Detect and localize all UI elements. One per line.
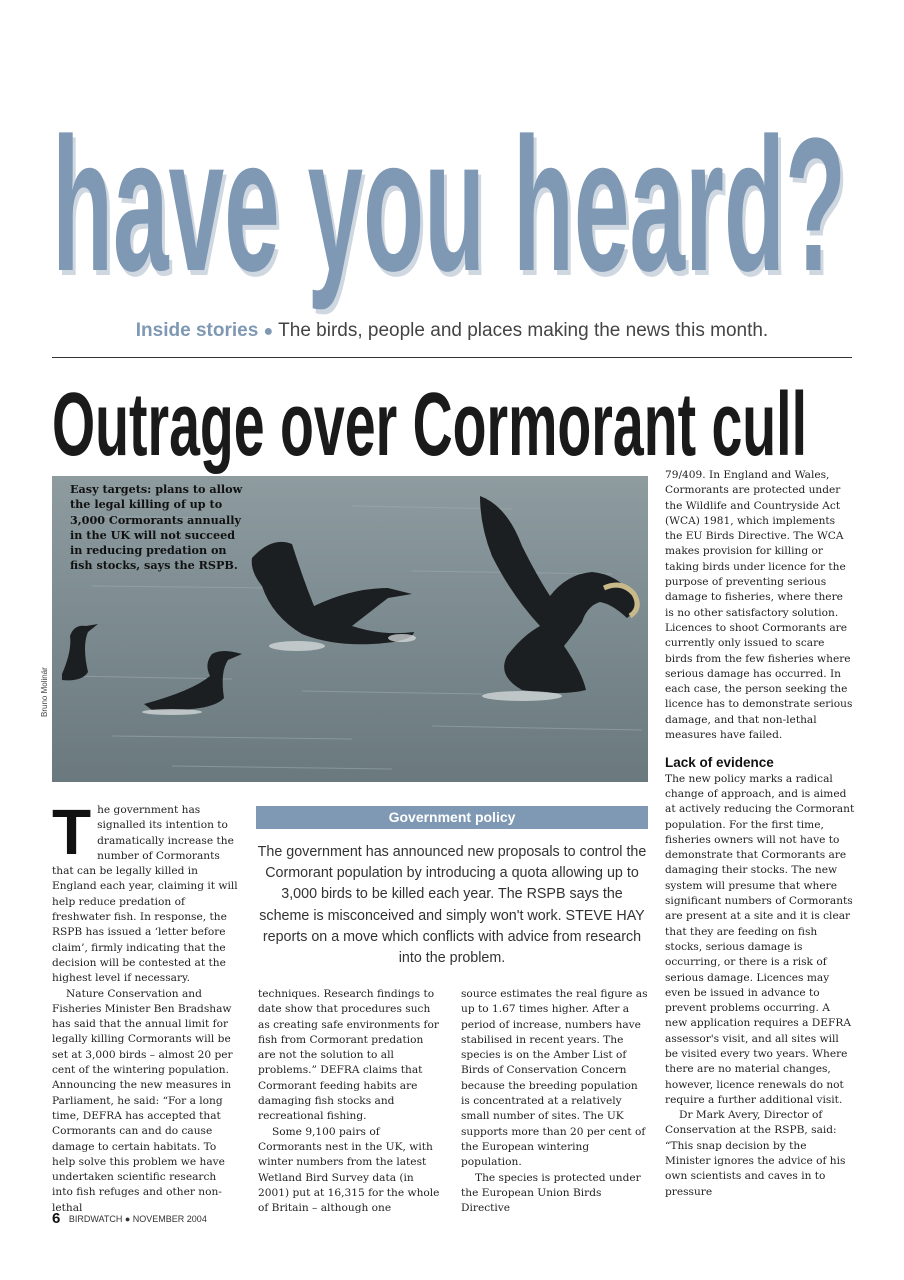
masthead-title: have you heard? [52,120,846,311]
government-policy-heading: Government policy [256,806,648,829]
article-column-1 [52,796,240,1216]
masthead-shadow: have you heard? [55,120,849,316]
bullet-icon: ● [263,323,274,340]
tagline-text: The birds, people and places making the news this month. [278,320,769,341]
column-1-paragraph-2: Nature Conservation and Fisheries Minister Ben Bradshaw has said that the annual limit for legally killing Cormorants will be set at 3,000 birds – almost 20 per cent of the wintering population. Announcing the new measures in Parliament, he said: “For a long time, DEFRA has accepted that Cormorants can and do cause damage to certain habitats. To help solve this problem we have undertaken scientific research into fish refuges and other non-lethal [52,987,233,1214]
headline-graphic [52,375,812,475]
column-1-paragraph-1-text: he government has signalled its intention to dramatically increase the number of Cormorants that can be legally killed in England each year, claiming it will help reduce predation of freshwater fish. In response, the RSPB has issued a ‘letter before claim’, firmly indicating that the decision will be contested at the highest level if necessary. [52,804,238,985]
article-column-3 [461,987,649,1216]
tagline [0,320,904,342]
headline [52,375,812,475]
page-footer [52,1210,207,1227]
photo-credit: Bruno Molinár [40,667,49,717]
column-4-paragraph-2: The new policy marks a radical change of approach, and is aimed at actively reducing the Cormorant population. For the first time, fisheries owners will not have to demonstrate that Cormorants are damaging their stocks. The new system will presume that where significant numbers of Cormorants are present at a site and it is clear that they are feeding on fish stocks, serious damage is occurring, or there is a risk of serious damage. Licences may even be issued in advance to prevent problems occurring. A new application requires a DEFRA assessor's visit, and all sites will be visited every two years. Where there are no material changes, however, licence renewals do not require a further additional visit. [665,772,855,1106]
column-1-paragraph-1 [52,796,240,987]
standfirst: The government has announced new proposals to control the Cormorant population by introducing a quota allowing up to 3,000 birds to be killed each year. The RSPB says the scheme is misconceived and simply won't work. STEVE HAY reports on a move which conflicts with advice from research into the problem. [257,844,647,967]
article-column-2 [258,987,442,1216]
column-4-paragraph-3: Dr Mark Avery, Director of Conservation at the RSPB, said: “This snap decision by the Minister ignores the advice of his own scientists and caves in to pressure [665,1109,846,1198]
header-divider [52,357,852,358]
column-2-paragraph-1: techniques. Research findings to date show that procedures such as creating safe environments for fish from Cormorant predation are not the solution to all problems.” DEFRA claims that Cormorant feeding habits are damaging fish stocks and recreational fishing. [258,988,439,1123]
photo-caption: Easy targets: plans to allow the legal killing of up to 3,000 Cormorants annually in the UK will not succeed in reducing predation on fish stocks, says the RSPB. [70,482,243,573]
column-2-paragraph-2: Some 9,100 pairs of Cormorants nest in the UK, with winter numbers from the latest Wetland Bird Survey data (in 2001) put at 16,315 for the whole of Britain – although one [258,1125,440,1215]
masthead [52,120,852,320]
column-3-paragraph-1: source estimates the real figure as up to 1.67 times higher. After a period of increase, numbers have stabilised in recent years. The species is on the Amber List of Birds of Conservation Concern because the breeding population is concentrated at a relatively small number of sites. The UK supports more than 20 per cent of the European wintering population. [461,988,648,1169]
subhead-lack-of-evidence: Lack of evidence [665,755,774,771]
headline-text: Outrage over Cormorant cull [52,375,808,475]
drop-cap: T [52,796,92,868]
masthead-graphic [52,120,852,320]
page-number: 6 [52,1210,61,1227]
footer-text: BIRDWATCH ● NOVEMBER 2004 [68,1214,207,1224]
column-3-paragraph-2: The species is protected under the European Union Birds Directive [461,1171,641,1215]
column-4-paragraph-1: 79/409. In England and Wales, Cormorants are protected under the Wildlife and Countryside Act (WCA) 1981, which implements the EU Birds Directive. The WCA makes provision for killing or taking birds under licence for the purpose of preventing serious damage to fisheries, where there is no other satisfactory solution. Licences to shoot Cormorants are currently only issued to scare birds from the few fisheries where serious damage has occurred. In each case, the person seeking the licence has to demonstrate serious damage, and that non-lethal measures have failed. [665,469,853,742]
tagline-highlight: Inside stories [135,320,259,341]
article-column-4 [665,468,855,1200]
